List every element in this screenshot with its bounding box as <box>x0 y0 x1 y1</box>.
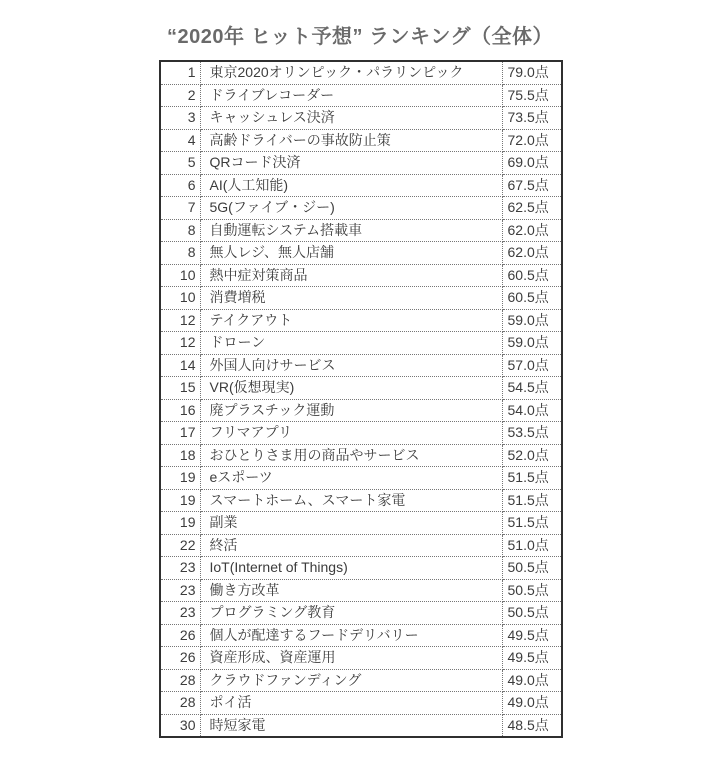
table-row <box>160 309 562 332</box>
rank-cell: 15 <box>160 377 200 400</box>
rank-cell: 10 <box>160 264 200 287</box>
item-cell: 自動運転システム搭載車 <box>200 219 502 242</box>
table-row <box>160 332 562 355</box>
table-row <box>160 287 562 310</box>
table-row <box>160 467 562 490</box>
score-cell: 62.0点 <box>502 242 562 265</box>
item-cell: 無人レジ、無人店舗 <box>200 242 502 265</box>
table-row <box>160 354 562 377</box>
rank-cell: 18 <box>160 444 200 467</box>
item-cell: 終活 <box>200 534 502 557</box>
table-row <box>160 512 562 535</box>
table-row <box>160 219 562 242</box>
score-cell: 49.5点 <box>502 647 562 670</box>
item-cell: 働き方改革 <box>200 579 502 602</box>
score-cell: 52.0点 <box>502 444 562 467</box>
rank-cell: 2 <box>160 84 200 107</box>
score-cell: 72.0点 <box>502 129 562 152</box>
table-row <box>160 61 562 84</box>
rank-cell: 23 <box>160 602 200 625</box>
item-cell: 廃プラスチック運動 <box>200 399 502 422</box>
item-cell: IoT(Internet of Things) <box>200 557 502 580</box>
item-cell: 個人が配達するフードデリバリー <box>200 624 502 647</box>
rank-cell: 19 <box>160 489 200 512</box>
table-row <box>160 399 562 422</box>
score-cell: 49.5点 <box>502 624 562 647</box>
table-row <box>160 647 562 670</box>
item-cell: プログラミング教育 <box>200 602 502 625</box>
table-row <box>160 129 562 152</box>
table-row <box>160 84 562 107</box>
rank-cell: 28 <box>160 669 200 692</box>
table-row <box>160 557 562 580</box>
score-cell: 62.0点 <box>502 219 562 242</box>
item-cell: 東京2020オリンピック・パラリンピック <box>200 61 502 84</box>
rank-cell: 8 <box>160 219 200 242</box>
score-cell: 60.5点 <box>502 264 562 287</box>
item-cell: キャッシュレス決済 <box>200 107 502 130</box>
score-cell: 51.5点 <box>502 512 562 535</box>
score-cell: 51.0点 <box>502 534 562 557</box>
score-cell: 60.5点 <box>502 287 562 310</box>
score-cell: 51.5点 <box>502 467 562 490</box>
item-cell: 高齢ドライバーの事故防止策 <box>200 129 502 152</box>
table-row <box>160 624 562 647</box>
item-cell: ドライブレコーダー <box>200 84 502 107</box>
table-row <box>160 242 562 265</box>
rank-cell: 23 <box>160 579 200 602</box>
item-cell: クラウドファンディング <box>200 669 502 692</box>
score-cell: 51.5点 <box>502 489 562 512</box>
rank-cell: 8 <box>160 242 200 265</box>
table-row <box>160 264 562 287</box>
rank-cell: 26 <box>160 647 200 670</box>
score-cell: 54.0点 <box>502 399 562 422</box>
table-row <box>160 377 562 400</box>
rank-cell: 17 <box>160 422 200 445</box>
rank-cell: 7 <box>160 197 200 220</box>
item-cell: VR(仮想現実) <box>200 377 502 400</box>
item-cell: 資産形成、資産運用 <box>200 647 502 670</box>
score-cell: 49.0点 <box>502 669 562 692</box>
item-cell: AI(人工知能) <box>200 174 502 197</box>
page-title: “2020年 ヒット予想” ランキング（全体） <box>167 26 553 48</box>
table-row <box>160 422 562 445</box>
item-cell: スマートホーム、スマート家電 <box>200 489 502 512</box>
rank-cell: 3 <box>160 107 200 130</box>
item-cell: eスポーツ <box>200 467 502 490</box>
rank-cell: 16 <box>160 399 200 422</box>
item-cell: QRコード決済 <box>200 152 502 175</box>
item-cell: 時短家電 <box>200 714 502 737</box>
table-row <box>160 669 562 692</box>
ranking-table-body <box>160 61 562 737</box>
table-row <box>160 579 562 602</box>
rank-cell: 19 <box>160 512 200 535</box>
table-row <box>160 489 562 512</box>
rank-cell: 14 <box>160 354 200 377</box>
rank-cell: 22 <box>160 534 200 557</box>
item-cell: ポイ活 <box>200 692 502 715</box>
rank-cell: 4 <box>160 129 200 152</box>
score-cell: 75.5点 <box>502 84 562 107</box>
item-cell: フリマアプリ <box>200 422 502 445</box>
score-cell: 48.5点 <box>502 714 562 737</box>
score-cell: 57.0点 <box>502 354 562 377</box>
score-cell: 59.0点 <box>502 332 562 355</box>
rank-cell: 12 <box>160 332 200 355</box>
item-cell: 消費増税 <box>200 287 502 310</box>
table-row <box>160 602 562 625</box>
table-row <box>160 534 562 557</box>
item-cell: おひとりさま用の商品やサービス <box>200 444 502 467</box>
item-cell: 熱中症対策商品 <box>200 264 502 287</box>
score-cell: 54.5点 <box>502 377 562 400</box>
table-row <box>160 107 562 130</box>
item-cell: テイクアウト <box>200 309 502 332</box>
score-cell: 62.5点 <box>502 197 562 220</box>
item-cell: 5G(ファイブ・ジー) <box>200 197 502 220</box>
table-row <box>160 197 562 220</box>
rank-cell: 12 <box>160 309 200 332</box>
item-cell: ドローン <box>200 332 502 355</box>
table-row <box>160 152 562 175</box>
rank-cell: 5 <box>160 152 200 175</box>
table-row <box>160 692 562 715</box>
score-cell: 67.5点 <box>502 174 562 197</box>
ranking-table <box>159 60 563 738</box>
score-cell: 50.5点 <box>502 557 562 580</box>
rank-cell: 28 <box>160 692 200 715</box>
table-row <box>160 174 562 197</box>
score-cell: 49.0点 <box>502 692 562 715</box>
rank-cell: 26 <box>160 624 200 647</box>
item-cell: 副業 <box>200 512 502 535</box>
score-cell: 79.0点 <box>502 61 562 84</box>
score-cell: 53.5点 <box>502 422 562 445</box>
table-row <box>160 444 562 467</box>
rank-cell: 23 <box>160 557 200 580</box>
rank-cell: 10 <box>160 287 200 310</box>
rank-cell: 6 <box>160 174 200 197</box>
score-cell: 73.5点 <box>502 107 562 130</box>
score-cell: 50.5点 <box>502 602 562 625</box>
score-cell: 59.0点 <box>502 309 562 332</box>
score-cell: 50.5点 <box>502 579 562 602</box>
rank-cell: 30 <box>160 714 200 737</box>
item-cell: 外国人向けサービス <box>200 354 502 377</box>
rank-cell: 1 <box>160 61 200 84</box>
table-row <box>160 714 562 737</box>
score-cell: 69.0点 <box>502 152 562 175</box>
rank-cell: 19 <box>160 467 200 490</box>
